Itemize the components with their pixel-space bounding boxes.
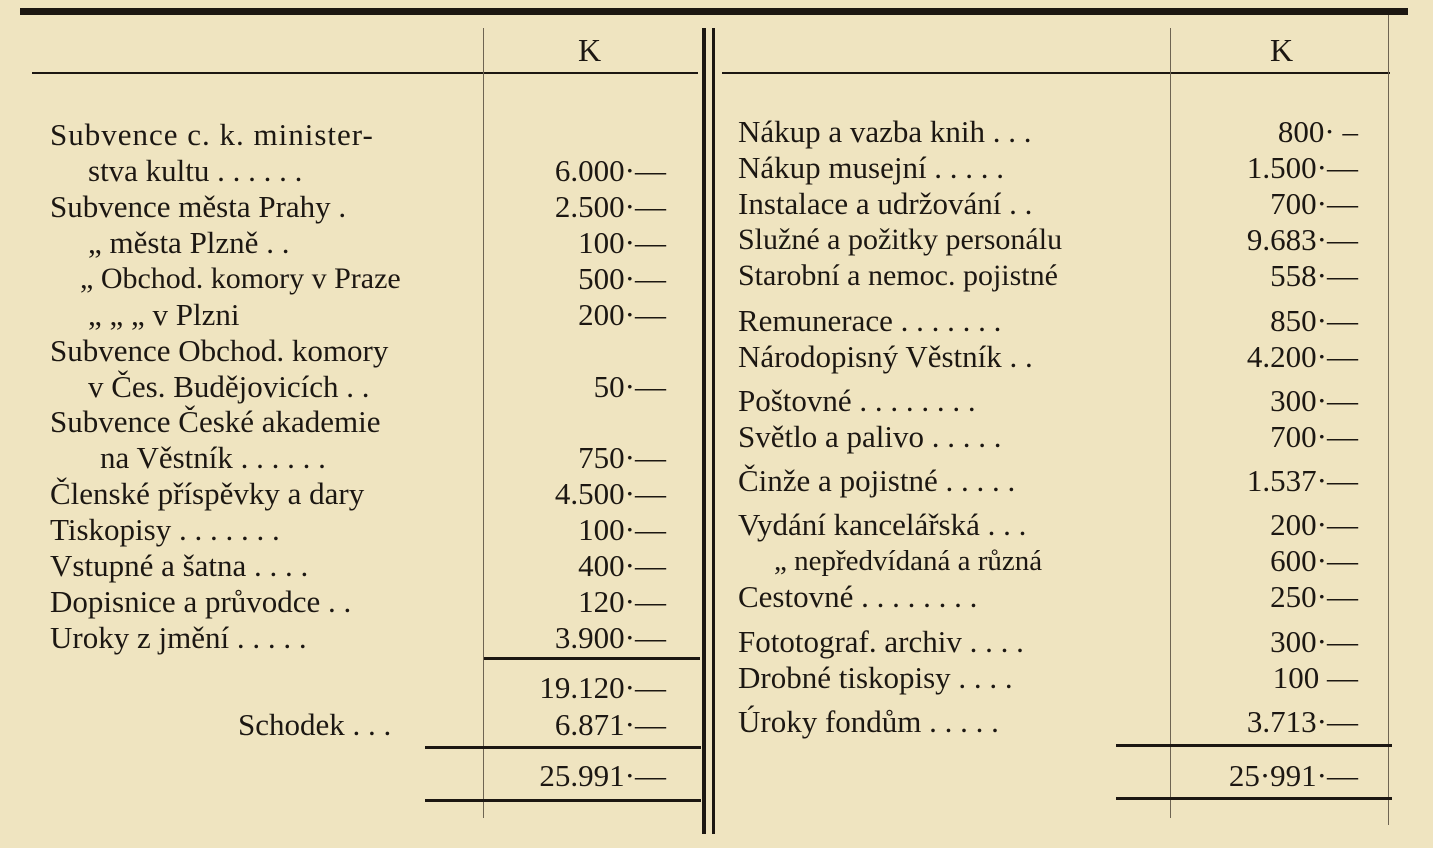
right-row-label: Národopisný Věstník . . bbox=[738, 339, 1033, 374]
right-header-rule bbox=[722, 72, 1390, 74]
right-total-rule-bottom bbox=[1116, 797, 1392, 800]
left-row-amount: 400·— bbox=[578, 548, 666, 583]
left-row-label: Subvence Obchod. komory bbox=[50, 333, 389, 368]
right-row-amount: 1.537·— bbox=[1246, 463, 1358, 498]
left-row-label: Dopisnice a průvodce . . bbox=[50, 584, 352, 619]
left-row-label: Subvence c. k. minister- bbox=[50, 117, 374, 152]
right-row-label: Činže a pojistné . . . . . bbox=[738, 463, 1016, 498]
right-row-label: Drobné tiskopisy . . . . bbox=[738, 660, 1013, 695]
left-total-rule-bottom bbox=[425, 799, 701, 802]
left-row-label: Vstupné a šatna . . . . bbox=[50, 548, 309, 583]
right-row-amount: 3.713·— bbox=[1246, 704, 1358, 739]
right-currency-header: K bbox=[1270, 32, 1294, 68]
right-row-amount: 800· – bbox=[1277, 114, 1358, 149]
right-row-amount: 300·— bbox=[1270, 383, 1358, 418]
left-row-label: „ Obchod. komory v Praze bbox=[80, 262, 401, 295]
right-row-amount: 600·— bbox=[1270, 543, 1358, 578]
left-row-amount: 500·— bbox=[578, 261, 666, 296]
right-row-amount: 250·— bbox=[1270, 579, 1358, 614]
right-row-label: Světlo a palivo . . . . . bbox=[738, 419, 1002, 454]
left-row-label: stva kultu . . . . . . bbox=[88, 153, 303, 188]
right-row-label: Cestovné . . . . . . . . bbox=[738, 579, 978, 614]
left-amount-separator bbox=[483, 28, 484, 818]
right-row-label: Fototograf. archiv . . . . bbox=[738, 624, 1024, 659]
left-row-label: na Věstník . . . . . . bbox=[100, 440, 326, 475]
right-amount-separator bbox=[1170, 28, 1171, 818]
center-double-rule-a bbox=[702, 28, 706, 834]
left-row-amount: 100·— bbox=[578, 512, 666, 547]
right-row-label: Instalace a udržování . . bbox=[738, 186, 1033, 221]
right-row-amount: 200·— bbox=[1270, 507, 1358, 542]
right-row-amount: 558·— bbox=[1270, 258, 1358, 293]
right-row-amount: 700·— bbox=[1270, 419, 1358, 454]
left-row-amount: 200·— bbox=[578, 297, 666, 332]
right-total: 25·991·— bbox=[1228, 758, 1358, 793]
deficit-label: Schodek . . . bbox=[238, 707, 392, 742]
right-row-amount: 850·— bbox=[1270, 303, 1358, 338]
left-row-label: „ „ „ v Plzni bbox=[88, 297, 240, 332]
left-subtotal-rule bbox=[484, 657, 700, 660]
left-row-amount: 50·— bbox=[593, 369, 666, 404]
right-row-amount: 300·— bbox=[1270, 624, 1358, 659]
left-row-label: Subvence města Prahy . bbox=[50, 189, 347, 224]
right-row-label: Poštovné . . . . . . . . bbox=[738, 383, 976, 418]
left-row-label: Tiskopisy . . . . . . . bbox=[50, 512, 280, 547]
right-row-label: Nákup a vazba knih . . . bbox=[738, 114, 1032, 149]
right-row-amount: 4.200·— bbox=[1246, 339, 1358, 374]
left-row-amount: 750·— bbox=[578, 440, 666, 475]
right-edge-rule bbox=[1388, 15, 1389, 825]
top-rule bbox=[20, 8, 1408, 15]
left-row-label: Subvence České akademie bbox=[50, 404, 381, 439]
right-row-label: Vydání kancelářská . . . bbox=[738, 507, 1027, 542]
right-row-label: Nákup musejní . . . . . bbox=[738, 150, 1005, 185]
left-row-amount: 100·— bbox=[578, 225, 666, 260]
left-row-amount: 120·— bbox=[578, 584, 666, 619]
right-row-amount: 1.500·— bbox=[1246, 150, 1358, 185]
right-total-rule-top bbox=[1116, 744, 1392, 747]
right-row-label: Služné a požitky personálu bbox=[738, 223, 1063, 256]
left-row-amount: 4.500·— bbox=[554, 476, 666, 511]
left-total: 25.991·— bbox=[539, 758, 666, 793]
right-row-label: Starobní a nemoc. pojistné bbox=[738, 259, 1058, 292]
left-row-amount: 6.000·— bbox=[554, 153, 666, 188]
right-row-label: Remunerace . . . . . . . bbox=[738, 303, 1002, 338]
left-total-rule-top bbox=[425, 746, 701, 749]
right-row-label: „ nepředvídaná a různá bbox=[774, 545, 1043, 577]
left-row-amount: 2.500·— bbox=[554, 189, 666, 224]
left-subtotal: 19.120·— bbox=[539, 670, 666, 705]
right-row-amount: 700·— bbox=[1270, 186, 1358, 221]
left-header-rule bbox=[32, 72, 698, 74]
center-double-rule-b bbox=[712, 28, 715, 834]
right-row-amount: 100 — bbox=[1272, 660, 1358, 695]
left-row-amount: 3.900·— bbox=[554, 620, 666, 655]
left-row-label: Uroky z jmění . . . . . bbox=[50, 620, 307, 655]
deficit-amount: 6.871·— bbox=[554, 707, 666, 742]
left-currency-header: K bbox=[578, 32, 602, 68]
left-row-label: Členské příspěvky a dary bbox=[50, 476, 365, 511]
right-row-label: Úroky fondům . . . . . bbox=[738, 704, 999, 739]
right-row-amount: 9.683·— bbox=[1246, 222, 1358, 257]
left-row-label: v Čes. Budějovicích . . bbox=[88, 369, 370, 404]
left-row-label: „ města Plzně . . bbox=[88, 225, 290, 260]
